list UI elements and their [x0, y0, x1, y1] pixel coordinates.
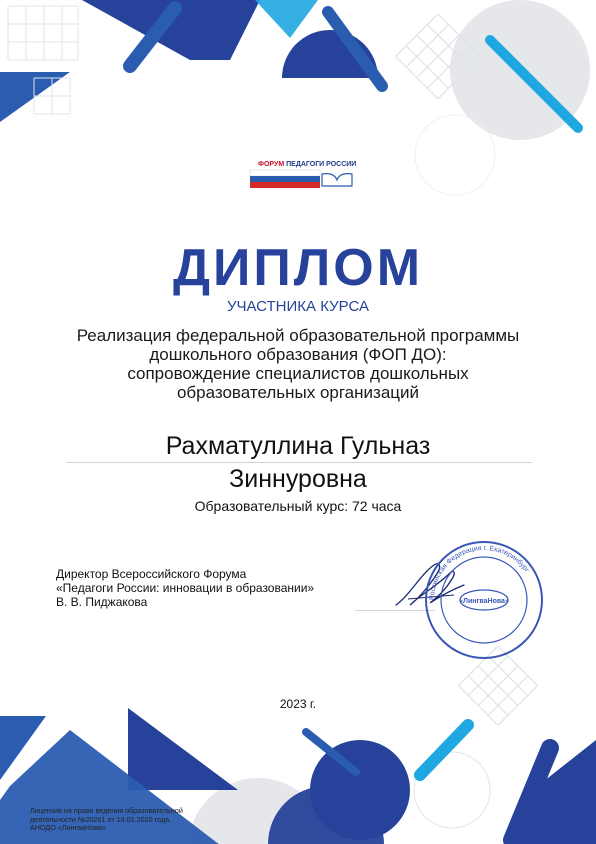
course-name	[30, 326, 566, 402]
issue-year: 2023 г.	[279, 697, 317, 711]
license-line: АНОДО «ЛингваНова»	[30, 823, 106, 833]
logo-label	[258, 161, 356, 168]
seal-center-text: «ЛингваНова»	[459, 598, 509, 605]
book-icon	[322, 174, 352, 186]
diploma-title: ДИПЛОМ	[172, 239, 424, 297]
logo-brand-text: ПЕДАГОГИ РОССИИ	[286, 161, 357, 168]
triangle-bottom-left	[128, 708, 238, 790]
divider	[66, 462, 532, 463]
svg-text:Российская Федерация г. Екатер	[429, 545, 530, 600]
director-block	[56, 567, 314, 609]
diploma-subtitle: УЧАСТНИКА КУРСА	[226, 298, 369, 315]
seal-outer-text: Российская Федерация г. Екатеринбург	[428, 544, 530, 601]
director-line: Директор Всероссийского Форума	[56, 567, 247, 581]
course-line: сопровождение специалистов дошкольных	[127, 364, 469, 383]
stamp-seal	[422, 538, 546, 662]
license-line: деятельности №20201 от 19.01.2020 года.	[30, 814, 172, 824]
director-line: В. В. Пиджакова	[56, 595, 148, 609]
course-line: образовательных организаций	[176, 383, 420, 402]
director-line: «Педагоги России: инновации в образовании»	[56, 581, 315, 595]
course-line: дошкольного образования (ФОП ДО):	[149, 345, 447, 364]
grid-pattern-top-left	[8, 6, 78, 60]
recipient-name-line2: Зиннуровна	[229, 465, 367, 493]
logo-forum-text: ФОРУМ	[258, 161, 285, 168]
license-line: Лицензия на право ведения образовательной	[30, 806, 183, 815]
license-info	[30, 807, 183, 833]
course-hours: Образовательный курс: 72 часа	[194, 498, 402, 514]
recipient-name-line1: Рахматуллина Гульназ	[165, 432, 431, 460]
course-line: Реализация федеральной образовательной программы	[76, 326, 520, 345]
